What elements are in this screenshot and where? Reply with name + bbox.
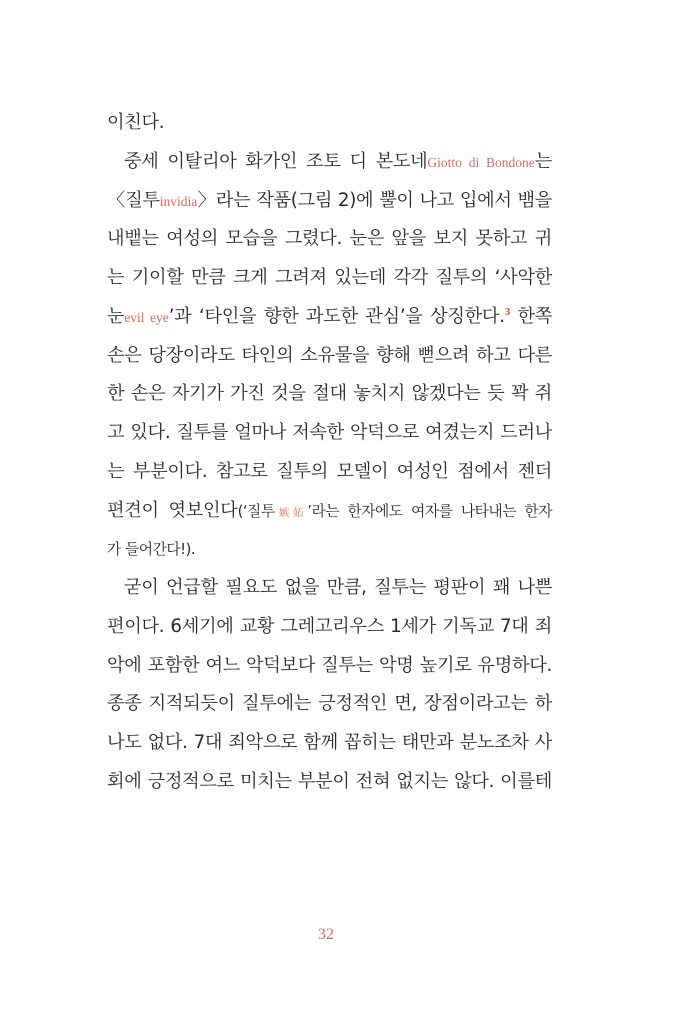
text-line-9: [107, 414, 552, 453]
text-line-18: [107, 763, 552, 802]
line-text: 편견이 엿보인다: [107, 499, 238, 521]
line-text: 악에 포함한 여느 악덕보다 질투는 악명 높기로 유명하다.: [107, 654, 552, 676]
line-text: 고 있다. 질투를 얼마나 저속한 악덕으로 여겼는지 드러나: [107, 422, 552, 443]
text-line-17: [107, 724, 552, 763]
line-text: 한쪽: [509, 305, 552, 327]
text-line-2: [107, 143, 552, 182]
text-line-8: [107, 375, 552, 414]
text-line-6: [107, 298, 552, 337]
line-text: 한 손은 자기가 가진 것을 절대 놓치지 않겠다는 듯 꽉 쥐: [107, 383, 552, 405]
line-text: 굳이 언급할 필요도 없을 만큼, 질투는 평판이 꽤 나쁜: [124, 577, 552, 598]
line-text: 중세 이탈리아 화가인 조토 디 본도네: [124, 150, 428, 172]
hanja-annotation: 嫉妬: [274, 506, 308, 519]
line-text: 편이다. 6세기에 교황 그레고리우스 1세가 기독교 7대 죄: [107, 615, 552, 637]
text-line-12: [107, 530, 552, 569]
line-text: 는 부분이다. 참고로 질투의 모델이 여성인 점에서 젠더: [107, 460, 552, 482]
parenthetical-text: (‘질투: [237, 502, 275, 520]
line-text: 는: [534, 150, 552, 172]
line-text: ’과 ‘타인을 향한 과도한 관심’을 상징한다.: [168, 305, 505, 327]
text-line-1: [107, 104, 552, 143]
line-text: 종종 지적되듯이 질투에는 긍정적인 면, 장점이라고는 하: [107, 693, 552, 715]
page-number: 32: [318, 926, 334, 943]
line-text: 눈: [107, 305, 125, 327]
original-name-annotation: Giotto di Bondone: [427, 154, 535, 170]
english-term-annotation: evil eye: [124, 309, 169, 325]
text-line-3: [107, 182, 552, 221]
line-text: 는 기이할 만큼 크게 그려져 있는데 각각 질투의 ‘사악한: [107, 267, 552, 288]
text-line-4: [107, 220, 552, 259]
text-line-14: [107, 608, 552, 647]
line-text: 〉라는 작품(그림 2)에 뿔이 나고 입에서 뱀을: [197, 189, 552, 211]
line-text: 회에 긍정적으로 미치는 부분이 전혀 없지는 않다. 이를테: [107, 770, 552, 792]
parenthetical-text: ’라는 한자에도 여자를 나타내는 한자: [307, 502, 552, 520]
parenthetical-text: 가 들어간다!).: [107, 541, 196, 559]
line-text: 손은 당장이라도 타인의 소유물을 향해 뻗으려 하고 다른: [107, 344, 552, 366]
text-line-16: [107, 685, 552, 724]
footnote-reference[interactable]: 3: [504, 305, 510, 318]
text-line-11: [107, 492, 552, 531]
line-text: 나도 없다. 7대 죄악으로 함께 꼽히는 태만과 분노조차 사: [107, 732, 552, 753]
text-line-5: [107, 259, 552, 298]
text-line-7: [107, 337, 552, 376]
text-line-13: [107, 569, 552, 608]
text-line-15: [107, 647, 552, 686]
line-text: 〈질투: [107, 189, 160, 211]
original-title-annotation: invidia: [159, 193, 198, 209]
line-text: 이친다.: [107, 112, 165, 133]
line-text: 내뱉는 여성의 모습을 그렸다. 눈은 앞을 보지 못하고 귀: [107, 228, 552, 250]
body-text: [107, 104, 552, 802]
text-line-10: [107, 453, 552, 492]
